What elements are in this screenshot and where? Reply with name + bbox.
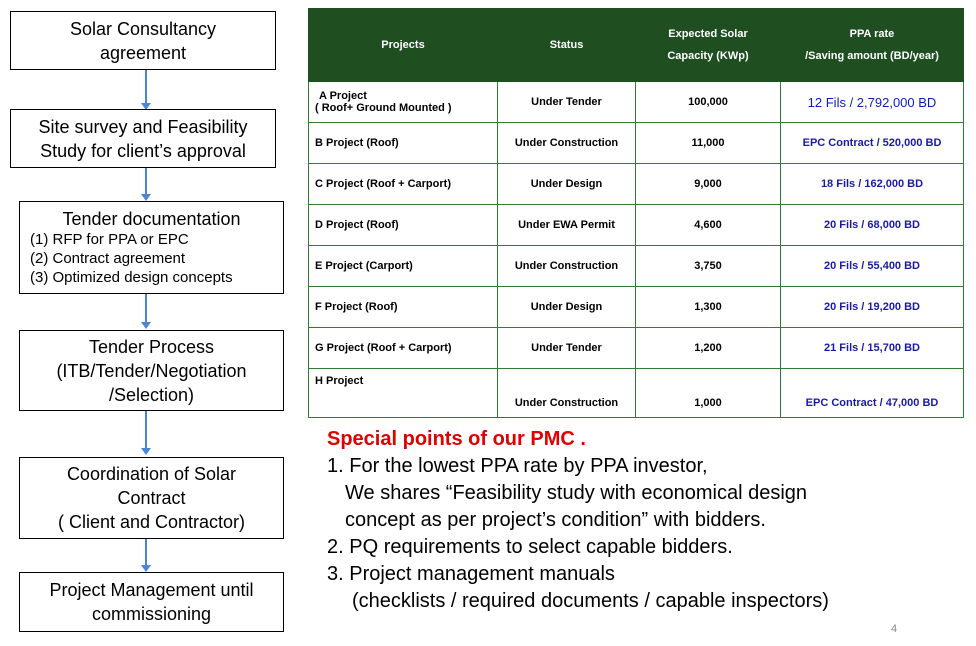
flow-step-item: (1) RFP for PPA or EPC [30, 231, 189, 248]
flow-step-text: Study for client’s approval [40, 140, 246, 161]
cell-ppa: 18 Fils / 162,000 BD [781, 164, 964, 205]
cell-project: F Project (Roof) [309, 287, 498, 328]
flow-step-title: Tender documentation [62, 209, 241, 229]
flow-step-text: Solar Consultancy [69, 18, 217, 39]
header-capacity-line1: Expected Solar [668, 28, 748, 40]
header-ppa [781, 9, 964, 82]
flow-step-text: Coordination of Solar [66, 464, 237, 484]
cell-project: H Project [309, 369, 498, 418]
cell-ppa: 21 Fils / 15,700 BD [781, 328, 964, 369]
table-row [309, 246, 964, 287]
flow-step-text: ( Client and Contractor) [57, 512, 246, 532]
flow-step-text: (ITB/Tender/Negotiation [56, 360, 247, 381]
flow-step-item: (3) Optimized design concepts [30, 269, 233, 286]
cell-status: Under Tender [498, 328, 636, 369]
cell-status: Under Construction [498, 123, 636, 164]
page-number: 4 [891, 623, 898, 635]
flow-step-site-survey [10, 109, 276, 168]
project-subtitle: ( Roof+ Ground Mounted ) [315, 102, 452, 114]
pmc-heading: Special points of our PMC . [327, 428, 586, 450]
flow-arrow [145, 411, 147, 449]
cell-capacity: 9,000 [636, 164, 781, 205]
pmc-point-1: 1. For the lowest PPA rate by PPA investor, [327, 455, 708, 477]
table-row [309, 369, 964, 418]
flow-step-text: /Selection) [108, 384, 195, 405]
flow-step-coordination [19, 457, 284, 539]
cell-status: Under Design [498, 287, 636, 328]
projects-table [308, 8, 964, 418]
cell-status: Under Construction [498, 246, 636, 287]
cell-ppa: EPC Contract / 520,000 BD [781, 123, 964, 164]
cell-project: C Project (Roof + Carport) [309, 164, 498, 205]
cell-project: E Project (Carport) [309, 246, 498, 287]
flow-step-text: agreement [99, 42, 187, 63]
flow-step-text: Site survey and Feasibility [38, 116, 248, 137]
flow-step-project-management [19, 572, 284, 632]
cell-ppa: 20 Fils / 19,200 BD [781, 287, 964, 328]
header-capacity [636, 9, 781, 82]
flow-arrow [145, 70, 147, 104]
cell-project: D Project (Roof) [309, 205, 498, 246]
flow-step-text: Contract [117, 488, 186, 508]
pmc-point-3: 3. Project management manuals [327, 563, 615, 585]
pmc-point-3-cont: (checklists / required documents / capable inspectors) [352, 590, 829, 612]
pmc-point-1-cont: concept as per project’s condition” with bidders. [345, 509, 766, 531]
table-row [309, 287, 964, 328]
table-header-row [309, 9, 964, 82]
flow-arrow [145, 294, 147, 323]
cell-status: Under EWA Permit [498, 205, 636, 246]
cell-project: G Project (Roof + Carport) [309, 328, 498, 369]
pmc-point-2: 2. PQ requirements to select capable bidders. [327, 536, 733, 558]
flow-step-text: commissioning [91, 604, 212, 624]
pmc-points [327, 426, 829, 615]
flow-step-text: Project Management until [49, 580, 254, 600]
cell-project: B Project (Roof) [309, 123, 498, 164]
cell-capacity: 1,300 [636, 287, 781, 328]
cell-capacity: 11,000 [636, 123, 781, 164]
cell-project [309, 82, 498, 123]
cell-capacity: 1,000 [636, 369, 781, 418]
project-name: A Project [319, 90, 367, 102]
cell-capacity: 100,000 [636, 82, 781, 123]
header-ppa-line2: /Saving amount (BD/year) [805, 50, 939, 62]
flow-step-consultancy [10, 11, 276, 70]
flow-step-text: Tender Process [88, 336, 215, 357]
flow-step-tender-process [19, 330, 284, 411]
header-ppa-line1: PPA rate [849, 28, 895, 40]
table-row [309, 205, 964, 246]
table-row [309, 82, 964, 123]
cell-ppa: 12 Fils / 2,792,000 BD [781, 82, 964, 123]
table-row [309, 123, 964, 164]
cell-capacity: 1,200 [636, 328, 781, 369]
cell-status: Under Construction [498, 369, 636, 418]
cell-capacity: 4,600 [636, 205, 781, 246]
cell-ppa: 20 Fils / 68,000 BD [781, 205, 964, 246]
flow-arrow [145, 168, 147, 195]
header-projects: Projects [309, 9, 498, 82]
cell-status: Under Tender [498, 82, 636, 123]
cell-ppa: EPC Contract / 47,000 BD [781, 369, 964, 418]
flow-arrow [145, 539, 147, 566]
flow-step-item: (2) Contract agreement [30, 250, 186, 267]
header-status: Status [498, 9, 636, 82]
pmc-point-1-cont: We shares “Feasibility study with economical design [345, 482, 808, 504]
cell-status: Under Design [498, 164, 636, 205]
cell-ppa: 20 Fils / 55,400 BD [781, 246, 964, 287]
header-capacity-line2: Capacity (KWp) [667, 50, 749, 62]
table-row [309, 328, 964, 369]
flow-step-tender-documentation [19, 201, 284, 294]
cell-capacity: 3,750 [636, 246, 781, 287]
table-row [309, 164, 964, 205]
